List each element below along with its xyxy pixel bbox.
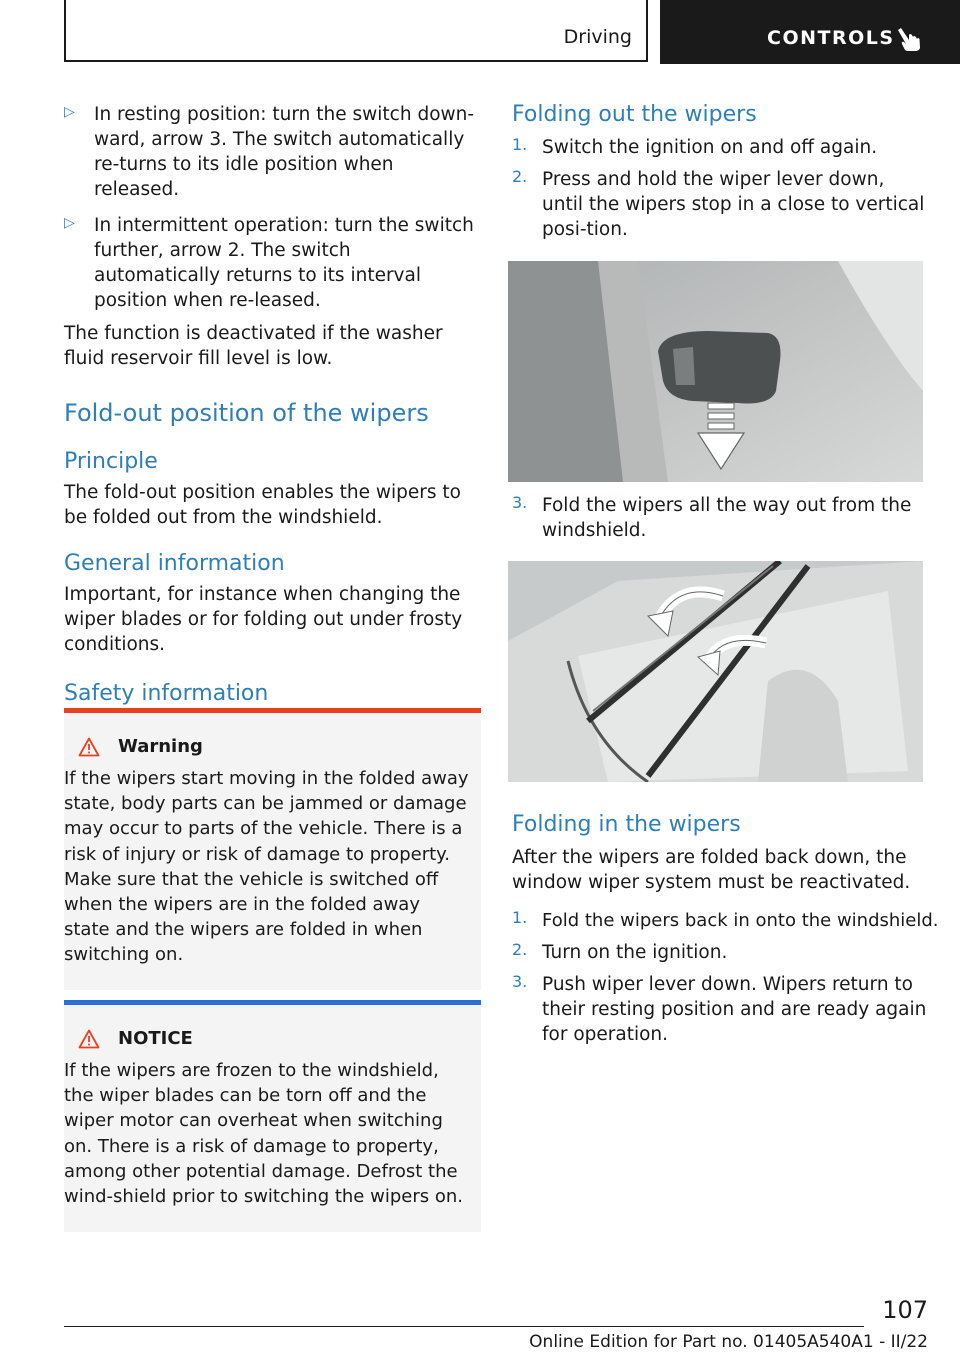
header-section-title: Driving [563, 26, 632, 48]
footer-edition: Online Edition for Part no. 01405A540A1 - II/22 [529, 1332, 928, 1352]
folding-out-heading: Folding out the wipers [512, 102, 757, 127]
header-chapter-box [660, 0, 960, 64]
step-item: 1. Switch the ignition on and off again. [512, 135, 878, 158]
warning-triangle-icon [78, 737, 100, 757]
hand-pointer-icon [896, 26, 922, 52]
header-section-box [64, 0, 648, 62]
foldout-position-heading: Fold-out position of the wipers [64, 399, 429, 427]
triangle-bullet-icon: ▷ [64, 104, 75, 120]
triangle-bullet-icon: ▷ [64, 215, 75, 231]
step-item: 3. Fold the wipers all the way out from the windshield. [512, 493, 912, 541]
header-chapter-title: CONTROLS [767, 27, 895, 49]
wiper-lever-photo [508, 261, 923, 482]
safety-info-heading: Safety information [64, 681, 269, 706]
folding-in-heading: Folding in the wipers [512, 812, 741, 837]
wipers-folded-out-photo [508, 561, 923, 782]
principle-heading: Principle [64, 449, 158, 474]
general-info-text: Important, for instance when changing the wiper blades or for folding out under frosty conditions. [64, 584, 463, 655]
bullet-item: ▷ In intermittent operation: turn the switch further, arrow 2. The switch automatically returns to its interval position when re-leased. [64, 215, 474, 311]
step-item: 3. Push wiper lever down. Wipers return to their resting position and are ready again for operation. [512, 972, 927, 1045]
warning-text: If the wipers start moving in the folded away state, body parts can be jammed or damage may occur to parts of the vehicle. There is a risk of injury or risk of damage to property. Make sure that the vehicle is switched off when the wipers are in the folded away state and the wipers are folded in when switching on. [64, 768, 469, 966]
folding-in-text: After the wipers are folded back down, the window wiper system must be reactivated. [512, 847, 911, 893]
page-number: 107 [882, 1296, 928, 1324]
warning-box [64, 708, 481, 990]
warning-label: Warning [118, 736, 203, 757]
step-item: 2. Turn on the ignition. [512, 940, 728, 963]
bullet-item: ▷ In resting position: turn the switch down-ward, arrow 3. The switch automatically re-turns to its idle position when released. [64, 104, 475, 200]
notice-bar [64, 1000, 481, 1005]
notice-text: If the wipers are frozen to the windshield, the wiper blades can be torn off and the wiper motor can overheat when switching on. There is a risk of damage to property, among other potential damage. Defrost the wind-shield prior to switching the wipers on. [64, 1060, 463, 1208]
footer-rule [64, 1326, 864, 1327]
principle-text: The fold-out position enables the wipers to be folded out from the windshield. [64, 482, 461, 528]
warning-bar [64, 708, 481, 713]
deactivated-note: The function is deactivated if the washer fluid reservoir fill level is low. [64, 323, 443, 369]
general-info-heading: General information [64, 551, 285, 576]
notice-box [64, 1000, 481, 1232]
notice-label: NOTICE [118, 1028, 193, 1049]
step-item: 1. Fold the wipers back in onto the windshield. [512, 908, 939, 931]
step-item: 2. Press and hold the wiper lever down, until the wipers stop in a close to vertical posi-tion. [512, 167, 925, 240]
notice-triangle-icon [78, 1029, 100, 1049]
